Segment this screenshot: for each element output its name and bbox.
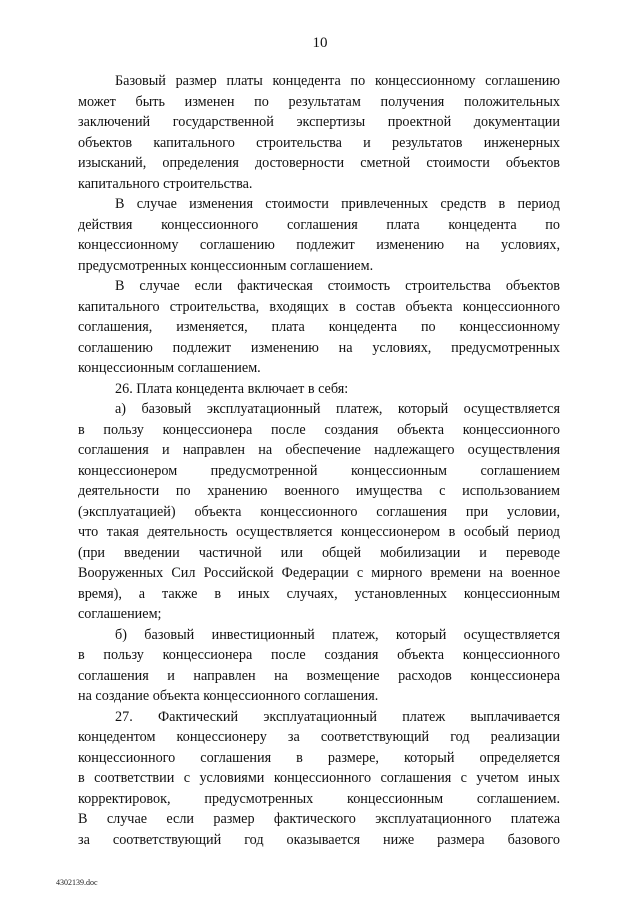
text-line: капитального строительства, входящих в состав объекта концессионного — [78, 298, 560, 315]
text-line: концессионным соглашением. — [78, 360, 261, 376]
text-line: концессионером предусмотренной концессионным соглашением — [78, 462, 560, 479]
text-line: изысканий, определения достоверности сметной стоимости объектов — [78, 155, 560, 171]
text-line: может быть изменен по результатам получения положительных — [78, 93, 560, 110]
text-line: концедентом концессионеру за соответствующий год реализации — [78, 729, 560, 745]
text-line: соглашения и направлен на возмещение расходов концессионера — [78, 667, 560, 684]
text-line: (при введении частичной или общей мобилизации и переводе — [78, 544, 560, 561]
text-line: соглашением; — [78, 606, 162, 622]
paragraph — [78, 625, 560, 707]
text-line: что такая деятельность осуществляется концессионером в особый период — [78, 524, 560, 540]
text-line: действия концессионного соглашения плата концедента по — [78, 216, 560, 233]
text-line: в пользу концессионера после создания объекта концессионного — [78, 647, 560, 663]
text-line: на создание объекта концессионного соглашения. — [78, 688, 379, 704]
text-line: 27. Фактический эксплуатационный платеж выплачивается — [115, 708, 560, 725]
text-line: заключений государственной экспертизы проектной документации — [78, 114, 560, 130]
text-line: деятельности по хранению военного имущества с использованием — [78, 483, 560, 499]
paragraph — [78, 399, 560, 625]
paragraph — [78, 71, 560, 194]
file-name-footer: 4302139.doc — [56, 878, 98, 887]
text-line: в пользу концессионера после создания объекта концессионного — [78, 421, 560, 438]
paragraph — [78, 194, 560, 276]
text-line: В случае если фактическая стоимость строительства объектов — [115, 278, 560, 294]
text-line: время), а также в иных случаях, установленных концессионным — [78, 585, 560, 602]
text-line: (эксплуатацией) объекта концессионного соглашения при условии, — [78, 503, 560, 520]
text-line: В случае изменения стоимости привлеченных средств в период — [115, 196, 560, 212]
text-line: концессионного соглашения в размере, который определяется — [78, 749, 560, 766]
text-line: Базовый размер платы концедента по концессионному соглашению — [115, 73, 560, 89]
paragraph-heading — [78, 379, 560, 400]
text-line: предусмотренных концессионным соглашением. — [78, 257, 374, 274]
text-line: соглашения и направлен на обеспечение надлежащего осуществления — [78, 442, 560, 458]
text-line: 26. Плата концедента включает в себя: — [115, 380, 349, 397]
text-line: В случае если размер фактического эксплуатационного платежа — [78, 811, 560, 827]
text-line: объектов капитального строительства и результатов инженерных — [78, 134, 560, 151]
text-line: в соответствии с условиями концессионного соглашения с учетом иных — [78, 770, 560, 786]
text-line: а) базовый эксплуатационный платеж, который осуществляется — [115, 401, 560, 417]
document-body — [78, 71, 560, 850]
text-line: за соответствующий год оказывается ниже размера базового — [78, 831, 560, 848]
text-line: капитального строительства. — [78, 175, 253, 192]
text-line: Вооруженных Сил Российской Федерации с мирного времени на военное — [78, 565, 560, 581]
page-number: 10 — [312, 35, 328, 51]
paragraph — [78, 707, 560, 851]
text-line: соглашению подлежит изменению на условиях, предусмотренных — [78, 339, 560, 356]
text-line: корректировок, предусмотренных концессионным соглашением. — [78, 790, 560, 807]
text-line: концессионному соглашению подлежит изменению на условиях, — [78, 237, 560, 253]
text-line: соглашения, изменяется, плата концедента по концессионному — [78, 319, 560, 335]
text-line: б) базовый инвестиционный платеж, который осуществляется — [115, 626, 560, 643]
paragraph — [78, 276, 560, 379]
